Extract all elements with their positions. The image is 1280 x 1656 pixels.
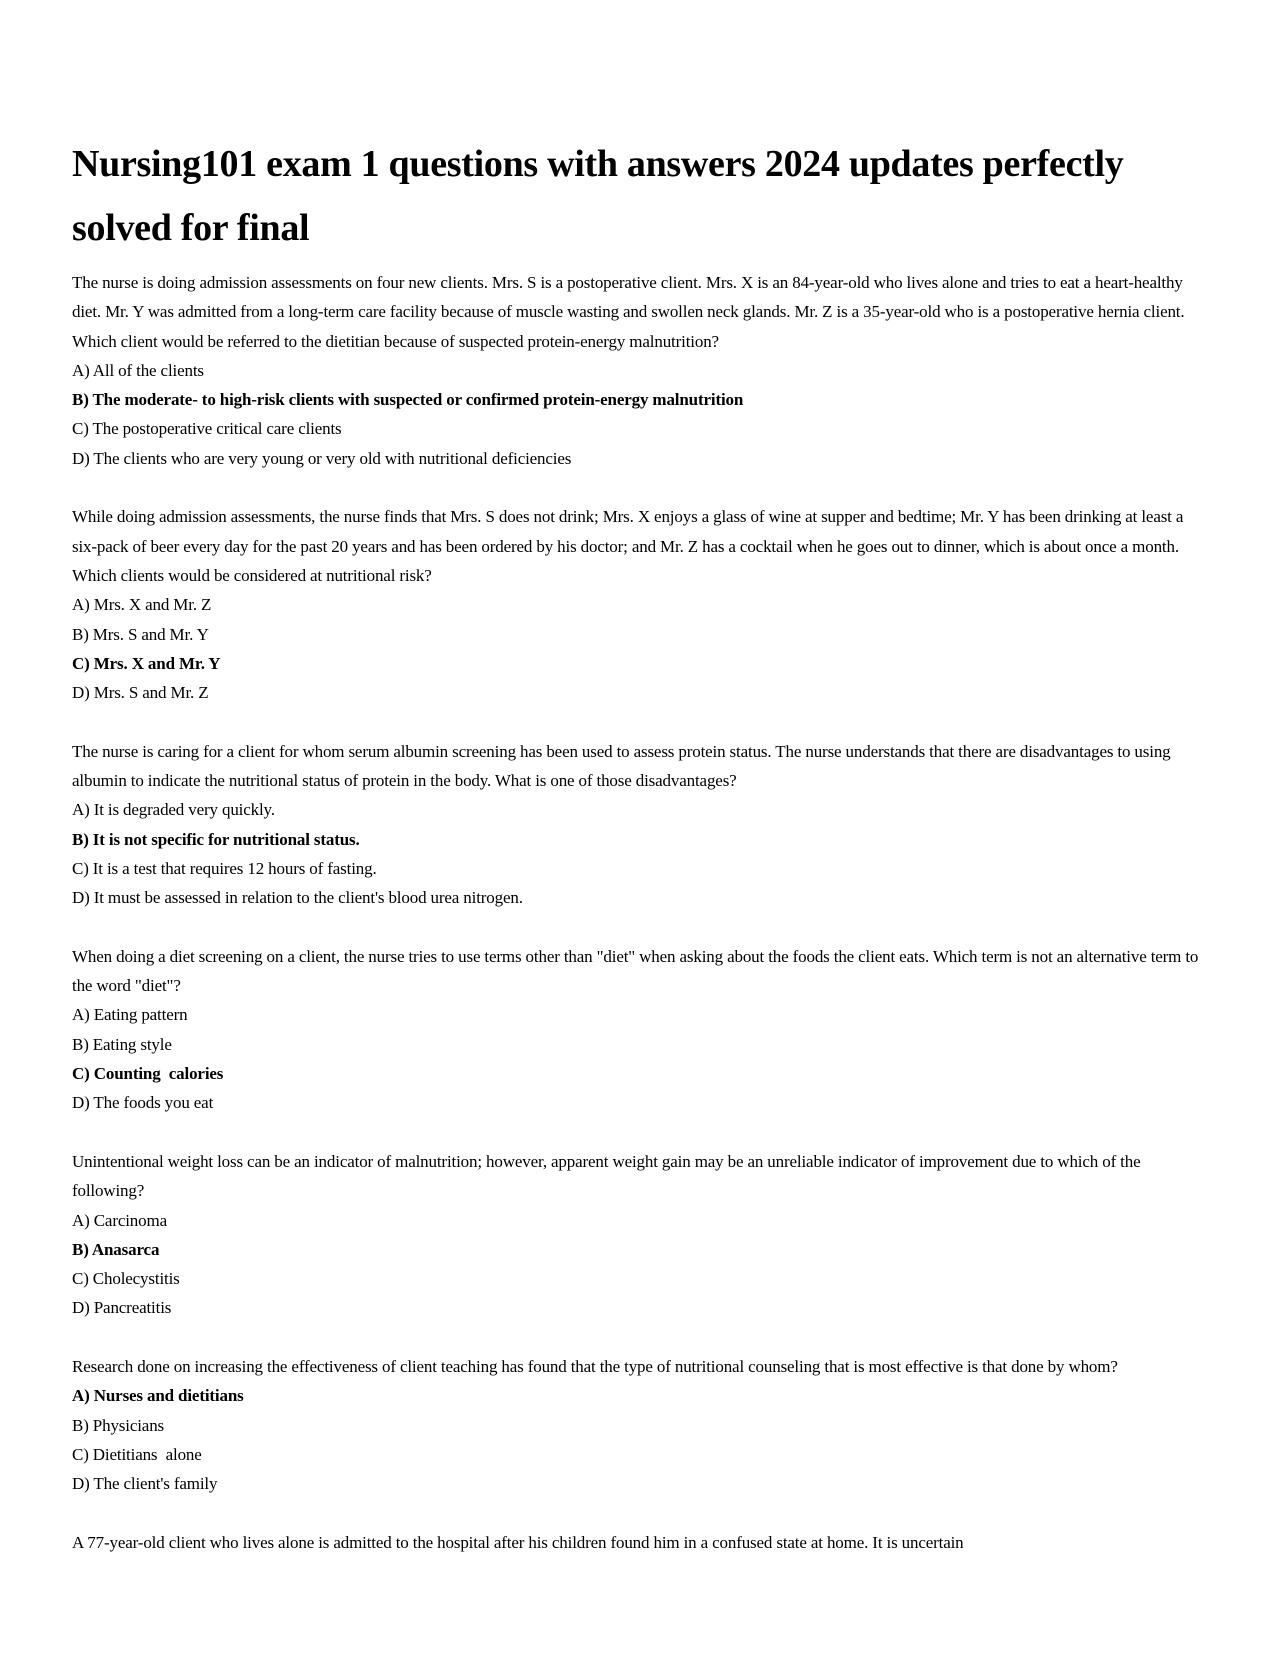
answer-option: B) Physicians <box>72 1415 165 1435</box>
question-block <box>72 942 1202 1118</box>
answer-option: D) Mrs. S and Mr. Z <box>72 683 209 703</box>
answer-option: C) Cholecystitis <box>72 1269 180 1289</box>
question-stem: While doing admission assessments, the nurse finds that Mrs. S does not drink; Mrs. X enjoys a glass of wine at supper and bedtime; Mr. Y has been drinking at least a six-pack of beer every day for the past 20 years and has been ordered by his doctor; and Mr. Z has a cocktail when he goes out to dinner, which is about once a month. Which clients would be considered at nutritional risk? <box>72 507 1184 585</box>
page-title: Nursing101 exam 1 questions with answers 2024 updates perfectly solved for final <box>72 143 1124 249</box>
question-block <box>72 268 1202 473</box>
answer-option: C) It is a test that requires 12 hours of fasting. <box>72 858 377 878</box>
trailing-paragraph: A 77-year-old client who lives alone is admitted to the hospital after his children found him in a confused state at home. It is uncertain <box>72 1532 964 1552</box>
question-block <box>72 1147 1202 1323</box>
answer-option-correct: A) Nurses and dietitians <box>72 1386 244 1406</box>
answer-option: C) The postoperative critical care clients <box>72 419 342 439</box>
answer-option-correct: B) Anasarca <box>72 1239 160 1259</box>
question-stem: Research done on increasing the effectiveness of client teaching has found that the type of nutritional counseling that is most effective is that done by whom? <box>72 1356 1118 1376</box>
question-stem: When doing a diet screening on a client, the nurse tries to use terms other than "diet" when asking about the foods the client eats. Which term is not an alternative term to the word "diet"? <box>72 946 1199 996</box>
answer-option-correct: C) Mrs. X and Mr. Y <box>72 653 221 673</box>
answer-option-correct: B) It is not specific for nutritional status. <box>72 829 360 849</box>
question-block <box>72 1352 1202 1498</box>
answer-option: A) Carcinoma <box>72 1210 167 1230</box>
question-block <box>72 737 1202 913</box>
answer-option: B) Mrs. S and Mr. Y <box>72 624 209 644</box>
answer-option: D) It must be assessed in relation to the client's blood urea nitrogen. <box>72 888 523 908</box>
answer-option: A) All of the clients <box>72 360 204 380</box>
answer-option: B) Eating style <box>72 1034 172 1054</box>
answer-option: D) The client's family <box>72 1474 218 1494</box>
answer-option: D) The clients who are very young or very old with nutritional deficiencies <box>72 448 572 468</box>
answer-option-correct: C) Counting calories <box>72 1064 224 1084</box>
question-block <box>72 502 1202 707</box>
answer-option-correct: B) The moderate- to high-risk clients with suspected or confirmed protein-energy malnutrition <box>72 390 744 410</box>
question-stem: The nurse is doing admission assessments on four new clients. Mrs. S is a postoperative client. Mrs. X is an 84-year-old who lives alone and tries to eat a heart-healthy diet. Mr. Y was admitted from a long-term care facility because of muscle wasting and swollen neck glands. Mr. Z is a 35-year-old who is a postoperative hernia client. Which client would be referred to the dietitian because of suspected protein-energy malnutrition? <box>72 273 1185 351</box>
answer-option: A) It is degraded very quickly. <box>72 800 275 820</box>
question-stem: The nurse is caring for a client for whom serum albumin screening has been used to assess protein status. The nurse understands that there are disadvantages to using albumin to indicate the nutritional status of protein in the body. What is one of those disadvantages? <box>72 741 1171 791</box>
question-stem: Unintentional weight loss can be an indicator of malnutrition; however, apparent weight gain may be an unreliable indicator of improvement due to which of the following? <box>72 1151 1141 1201</box>
answer-option: C) Dietitians alone <box>72 1444 202 1464</box>
answer-option: D) The foods you eat <box>72 1093 214 1113</box>
answer-option: A) Eating pattern <box>72 1005 188 1025</box>
answer-option: A) Mrs. X and Mr. Z <box>72 595 212 615</box>
answer-option: D) Pancreatitis <box>72 1298 172 1318</box>
